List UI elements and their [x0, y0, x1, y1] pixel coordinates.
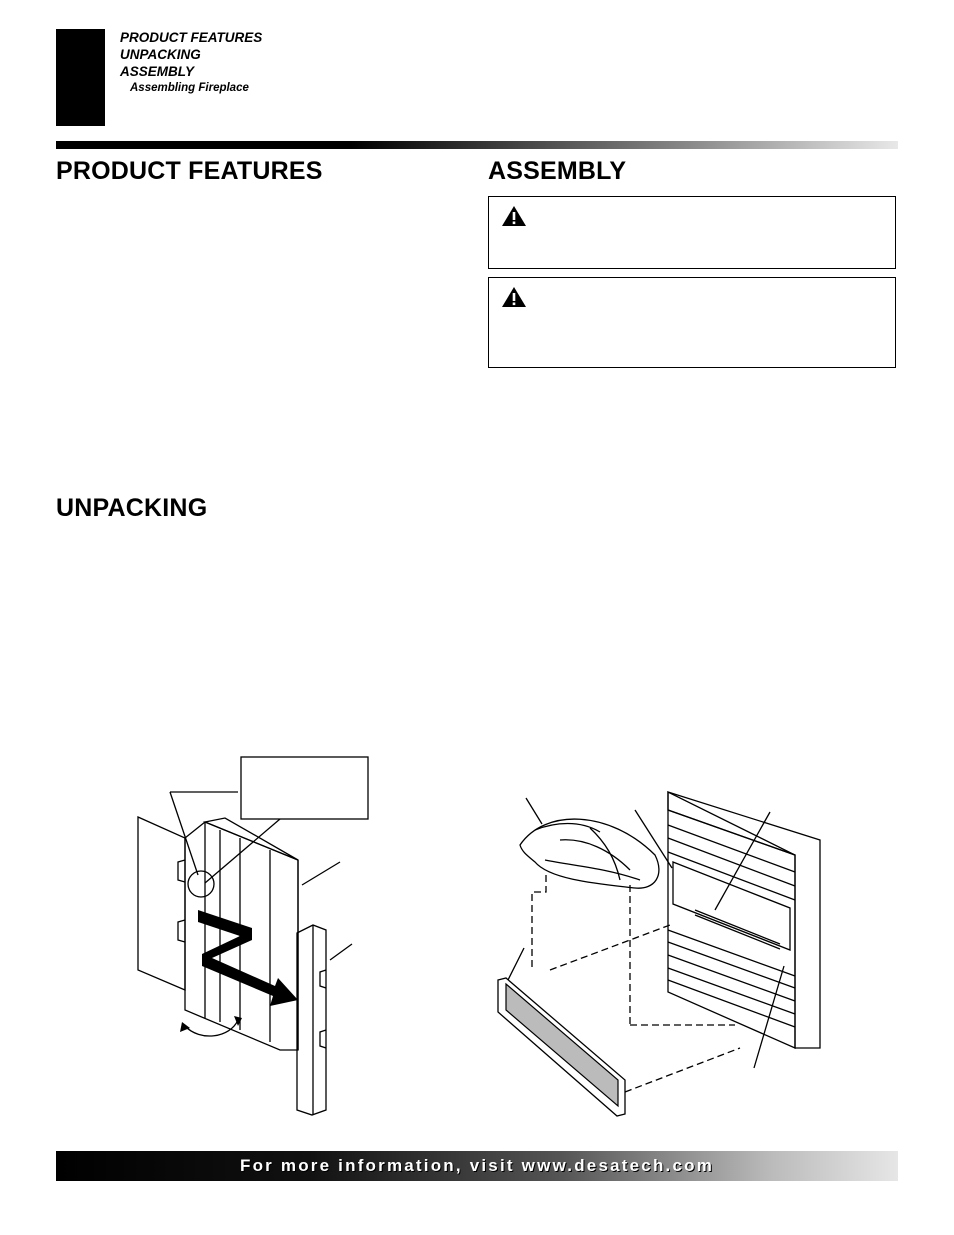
heading-assembly: ASSEMBLY: [488, 157, 627, 185]
carton-flap: [138, 817, 185, 990]
toc-item-unpacking: UNPACKING: [120, 47, 201, 62]
footer-bar: [56, 1151, 898, 1181]
unpacking-illustration: [130, 750, 380, 1120]
heading-product-features: PRODUCT FEATURES: [56, 157, 323, 185]
warning-triangle-icon: [501, 286, 527, 308]
removal-arrow-icon: [198, 910, 298, 1006]
assembly-illustration: [490, 780, 830, 1120]
toc-item-product-features: PRODUCT FEATURES: [120, 30, 263, 45]
section-toc: [120, 29, 262, 96]
heading-unpacking: UNPACKING: [56, 494, 208, 522]
leader-line: [330, 944, 352, 960]
toc-subitem-assembling-fireplace: Assembling Fireplace: [130, 82, 249, 94]
section-tab-block: [56, 29, 105, 126]
rotate-arrow-icon: [185, 1020, 238, 1036]
toc-item-assembly: ASSEMBLY: [120, 64, 195, 79]
callout-box: [241, 757, 368, 819]
warning-triangle-icon: [501, 205, 527, 227]
header-rule: [56, 141, 898, 149]
fireplace-body: [668, 792, 820, 1048]
detail-circle: [188, 871, 214, 897]
side-panel: [297, 925, 326, 1115]
log-set: [520, 819, 659, 888]
warning-box-2: [488, 277, 896, 368]
leader-line: [302, 862, 340, 885]
fireplace-screen: [498, 978, 625, 1116]
footer-website-text: For more information, visit www.desatech.com: [239, 1156, 715, 1175]
warning-box-1: [488, 196, 896, 269]
